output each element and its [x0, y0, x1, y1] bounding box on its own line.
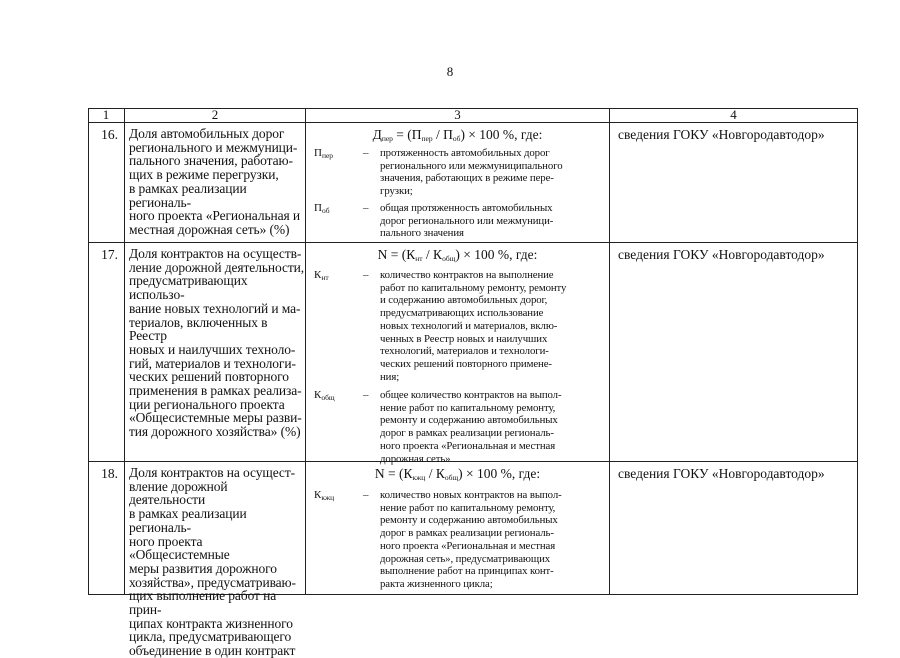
indicators-table — [88, 107, 858, 658]
variable-description: протяженность автомобильных дорог регионального или межмуниципального значения, работающих в режиме пере- грузки; — [380, 147, 563, 198]
variable-description: общая протяженность автомобильных дорог регионального или межмуници- пального значения — [380, 202, 554, 240]
row-number: 17. — [101, 247, 118, 262]
data-source: сведения ГОКУ «Новгородавтодор» — [618, 466, 825, 481]
page-number: 8 — [446, 64, 454, 79]
header-col-2: 2 — [211, 107, 219, 122]
header-col-3: 3 — [454, 107, 461, 122]
row-number: 16. — [101, 127, 118, 142]
indicator-name: Доля автомобильных дорог регионального и межмуници- пального значения, работаю- щих в режиме перегрузки, в рамках реализации региональ- ного проекта «Региональная и местная дорожная сеть» (%) — [129, 126, 301, 237]
row-number: 18. — [101, 466, 118, 481]
variable-dash: – — [363, 202, 369, 214]
header-col-1: 1 — [102, 107, 110, 122]
variable-symbol: $К_{кжц}$ — [314, 489, 335, 502]
variable-symbol: $К_{нт}$ — [314, 269, 329, 282]
variable-description: общее количество контрактов на выпол- нение работ по капитальному ремонту, ремонту и содержанию автомобильных дорог в рамках реализации региональ- ного проекта «Региональная и местная дорожная сеть» — [380, 389, 562, 465]
calculation-formula: $Д_{пер} = (П_{пер} / П_{об}) \times 100$ %, где: — [372, 127, 543, 143]
variable-description: количество контрактов на выполнение работ по капитальному ремонту, ремонту и содержанию автомобильных дорог, предусматривающих использование новых технологий и материалов, вклю- ченных в Реестр новых и наилучших технологий, материалов и технологи- ческих решений повторного примене- ния; — [380, 269, 567, 383]
data-source: сведения ГОКУ «Новгородавтодор» — [618, 127, 825, 142]
variable-dash: – — [363, 147, 369, 159]
indicator-name: Доля контрактов на осущест- вление дорожной деятельности в рамках реализации региональ- ного проекта «Общесистемные меры развития дорожного хозяйства», предусматриваю- щих выполнение работ на прин- ципах контракта жизненного цикла, предусматривающего объединение в один контракт — [129, 465, 296, 658]
variable-dash: – — [363, 489, 369, 501]
variable-dash: – — [363, 269, 369, 281]
calculation-formula: $N = (К_{нт} / К_{общ}) \times 100$ %, где: — [377, 247, 538, 263]
indicator-name: Доля контрактов на осуществ- ление дорожной деятельности, предусматривающих использо- вание новых технологий и ма- териалов, включенных в Реестр новых и наилучших техноло- гий, материалов и технологи- ческих решений повторного применения в рамках реализа- ции регионального проекта «Общесистемные меры разви- тия дорожного хозяйства» (%) — [129, 246, 305, 440]
variable-description: количество новых контрактов на выпол- нение работ по капитальному ремонту, ремонту и содержанию автомобильных дорог в рамках реализации региональ- ного проекта «Региональная и местная дорожная сеть», предусматривающих выполнение работ на принципах конт- ракта жизненного цикла; — [380, 489, 562, 590]
variable-symbol: $П_{пер}$ — [314, 147, 334, 160]
variable-dash: – — [363, 389, 369, 401]
header-col-4: 4 — [730, 107, 737, 122]
variable-symbol: $П_{об}$ — [314, 202, 330, 215]
data-source: сведения ГОКУ «Новгородавтодор» — [618, 247, 825, 262]
variable-symbol: $К_{общ}$ — [314, 389, 335, 402]
calculation-formula: $N = (К_{кжц} / К_{общ}) \times 100$ %, где: — [374, 466, 541, 482]
